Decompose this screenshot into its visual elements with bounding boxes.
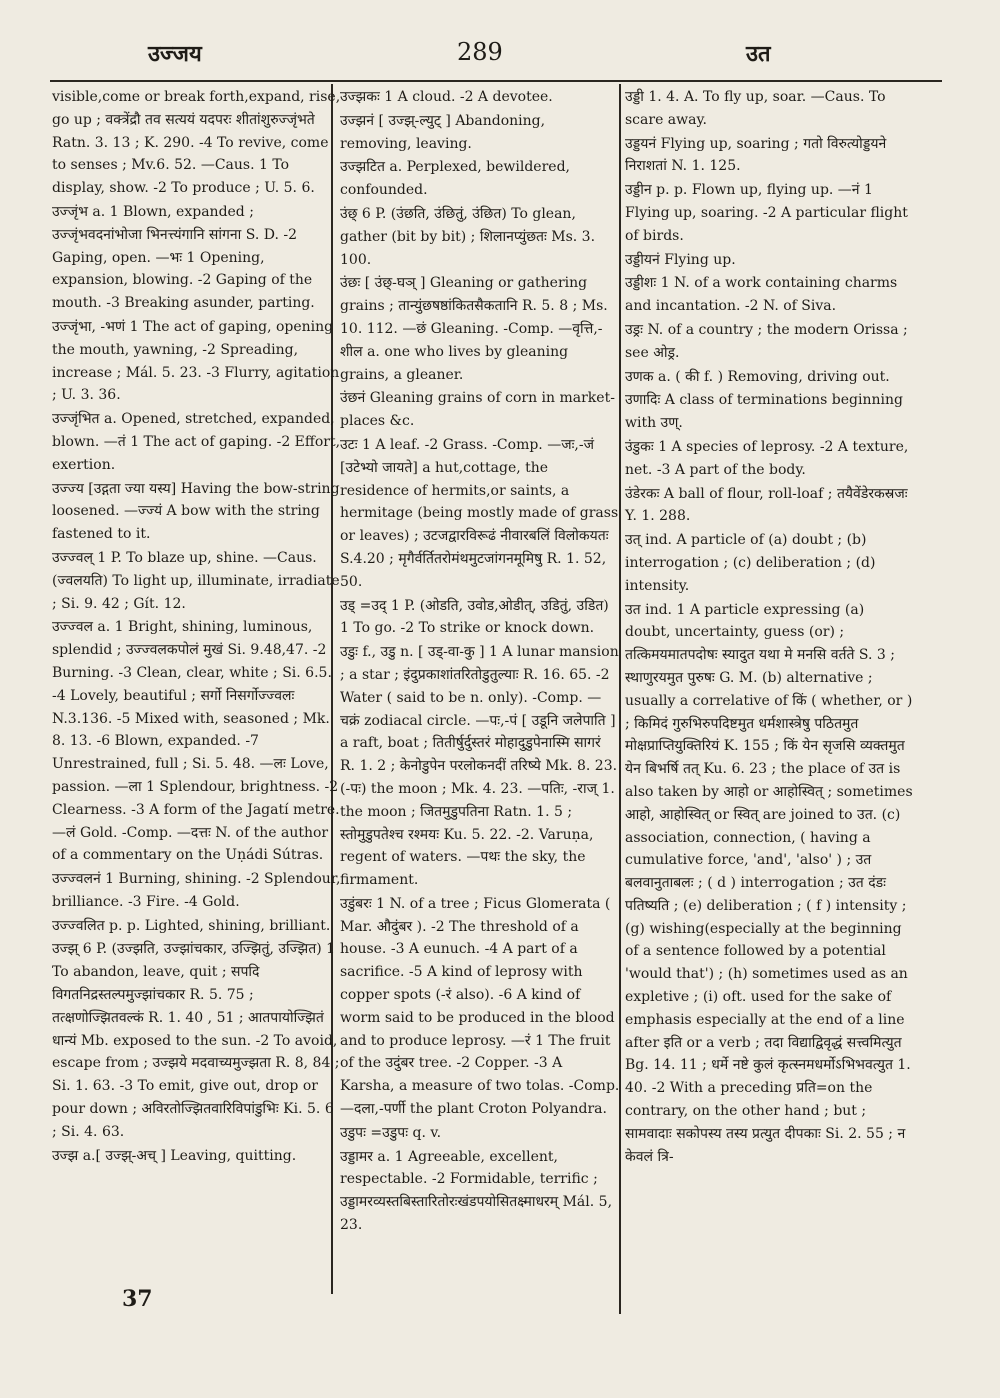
- dictionary-entry: उंछः [ उंछ्-घञ् ] Gleaning or gathering grains ; तान्युंछषष्ठांकितसैकतानि R. 5. 8 ; Ms. 10. 112. —छं Gleaning. -Comp. —वृत्ति,-शील a. one who lives by gleaning grains, a gleaner.: [340, 275, 608, 383]
- dictionary-entry: उंडुकः 1 A species of leprosy. -2 A texture, net. -3 A part of the body.: [625, 438, 909, 478]
- dictionary-entry: उज्ज्वल a. 1 Bright, shining, luminous, splendid ; उज्ज्वलकपोलं मुखं Si. 9.48,47. -2 Burning. -3 Clean, clear, white ; Si. 6.5. -4 Lovely, beautiful ; सर्गो निसर्गोज्ज्वलः N.3.136. -5 Mixed with, seasoned ; Mk. 8. 13. -6 Blown, expanded. -7 Unrestrained, full ; Si. 5. 48. —लः Love, passion. —ला 1 Splendour, brightness. -2 Clearness. -3 A form of the Jagatí metre. —लं Gold. -Comp. —दत्तः N. of the author of a commentary on the Uṇádi Sútras.: [52, 619, 340, 864]
- dictionary-entry: उज्जृंभ a. 1 Blown, expanded ; उज्जृंभवदनांभोजा भिनत्त्यंगानि सांगना S. D. -2 Gaping, open. —भः 1 Opening, expansion, blowing. -2 Gaping of the mouth. -3 Breaking asunder, parting.: [52, 203, 315, 312]
- dictionary-entry: उड्डीन p. p. Flown up, flying up. —नं 1 Flying up, soaring. -2 A particular flight of birds.: [625, 182, 908, 244]
- dictionary-entry: उज्झटित a. Perplexed, bewildered, confounded.: [340, 159, 570, 199]
- dictionary-entry: उज्झकः 1 A cloud. -2 A devotee.: [340, 89, 553, 105]
- dictionary-entry: उज्ज्वल् 1 P. To blaze up, shine. —Caus. (ज्वलयति) To light up, illuminate, irradiate ; Si. 9. 42 ; Gít. 12.: [52, 549, 340, 612]
- dictionary-entry: उड्डयनं Flying up, soaring ; गतो विरुत्योड्डयने निराशतां N. 1. 125.: [625, 135, 887, 175]
- dictionary-entry: उज्झ् 6 P. (उज्झति, उज्झांचकार, उज्झितुं, उज्झित) 1 To abandon, leave, quit ; सपदि विगतनिद्रस्तल्पमुज्झांचकार R. 5. 75 ; तत्क्षणोज्झितवल्कं R. 1. 40 , 51 ; आतपायोज्झितं धान्यं Mb. exposed to the sun. -2 To avoid, escape from ; उज्झये मदवाच्यमुज्झता R. 8, 84 ; Si. 1. 63. -3 To emit, give out, drop or pour down ; अविरतोज्झितवारिविपांडुभिः Ki. 5. 6 ; Si. 4. 63.: [52, 941, 340, 1140]
- dictionary-entry: उणादिः A class of terminations beginning with उण्.: [625, 392, 903, 432]
- column-1: [52, 86, 342, 1168]
- dictionary-entry: उत ind. 1 A particle expressing (a) doubt, uncertainty, guess (or) ; तत्किमयमातपदोषः स्यादुत यथा मे मनसि वर्तते S. 3 ; स्थाणुरयमुत पुरुषः G. M. (b) alternative ; usually a correlative of किं ( whether, or ) ; किमिदं गुरुभिरुपदिष्टमुत धर्मशास्त्रेषु पठितमुत मोक्षप्राप्तियुक्तिरियं K. 155 ; किं येन सृजसि व्यक्तमुत येन बिभर्षि तत् Ku. 6. 23 ; the place of उत is also taken by आहो or आहोस्वित् ; sometimes आहो, आहोस्वित् or स्वित् are joined to उत. (c) association, connection, ( having a cumulative force, 'and', 'also' ) ; उत बलवानुताबलः ; ( d ) interrogation ; उत दंडः पतिष्यति ; (e) deliberation ; ( f ) intensity ; (g) wishing(especially at the beginning of a sentence followed by a potential 'would that') ; (h) sometimes used as an expletive ; (i) oft. used for the sake of emphasis especially at the end of a line after इति or a verb ; तदा विद्याद्विवृद्धं सत्त्वमित्युत Bg. 14. 11 ; धर्मे नष्टे कुलं कृत्स्नमधर्मोऽभिभवत्युत 1. 40. -2 With a preceding प्रति=on the contrary, on the other hand ; but ; सामवादाः सकोपस्य तस्य प्रत्युत दीपकाः Si. 2. 55 ; न केवलं त्रि-: [625, 601, 913, 1165]
- dictionary-entry: उड्डी 1. 4. A. To fly up, soar. —Caus. To scare away.: [625, 89, 886, 128]
- dictionary-entry: उज्ज्य [उद्गता ज्या यस्य] Having the bow-string loosened. —ज्ज्यं A bow with the string fastened to it.: [52, 480, 340, 543]
- dictionary-entry: उज्झ a.[ उज्झ्-अच् ] Leaving, quitting.: [52, 1147, 297, 1164]
- signature-mark: 37: [122, 1286, 153, 1312]
- dictionary-entry: उड्डामर a. 1 Agreeable, excellent, respectable. -2 Formidable, terrific ; उड्डामरव्यस्तबिस्तारितोरःखंडपयोसितक्ष्माधरम् Mál. 5, 23.: [340, 1148, 613, 1234]
- page-number: 289: [457, 38, 503, 66]
- dictionary-entry: उटः 1 A leaf. -2 Grass. -Comp. —जः,-जं [उटेभ्यो जायते] a hut,cottage, the residence of hermits,or saints, a hermitage (being mostly made of grass or leaves) ; उटजद्वारविरूढं नीवारबलिं विलोकयतः S.4.20 ; मृगैर्वर्तितरोमंथमुटजांगनमूमिषु R. 1. 52, 50.: [340, 436, 619, 590]
- dictionary-entry: उड्डीयनं Flying up.: [625, 251, 736, 268]
- dictionary-entry: visible,come or break forth,expand, rise, go up ; वक्त्रेंद्रौ तव सत्ययं यदपरः शीतांशुरुज्जृंभते Ratn. 3. 13 ; K. 290. -4 To revive, come to senses ; Mv.6. 52. —Caus. 1 To display, show. -2 To produce ; U. 5. 6.: [52, 89, 341, 197]
- column-3: [625, 86, 913, 1169]
- header-left-headword: उज्जय: [148, 41, 202, 67]
- dictionary-entry: उज्जृंभित a. Opened, stretched, expanded, blown. —तं 1 The act of gaping. -2 Effort, exertion.: [52, 411, 341, 473]
- dictionary-entry: उंछनं Gleaning grains of corn in market-places &c.: [340, 390, 615, 430]
- dictionary-entry: उज्झनं [ उज्झ्-ल्युट् ] Abandoning, removing, leaving.: [340, 112, 546, 152]
- dictionary-entry: उणक a. ( की f. ) Removing, driving out.: [625, 368, 890, 385]
- dictionary-entry: उज्जृंभा, -भणं 1 The act of gaping, opening the mouth, yawning, -2 Spreading, increase ; Mál. 5. 23. -3 Flurry, agitation ; U. 3. 36.: [52, 318, 340, 404]
- dictionary-entry: उड्डीशः 1 N. of a work containing charms and incantation. -2 N. of Siva.: [625, 275, 898, 315]
- column-2: [340, 86, 620, 1238]
- header-right-headword: उत: [746, 41, 771, 67]
- dictionary-entry: उत् ind. A particle of (a) doubt ; (b) interrogation ; (c) deliberation ; (d) intensity.: [625, 532, 876, 594]
- page-header: [52, 38, 938, 78]
- header-rule: [50, 80, 942, 82]
- dictionary-entry: उड्रः N. of a country ; the modern Orissa ; see ओड्र.: [625, 321, 908, 361]
- dictionary-entry: उड् =उद् 1 P. (ओडति, उवोड,ओडीत्, उडितुं, उडित) 1 To go. -2 To strike or knock down.: [340, 597, 609, 637]
- dictionary-entry: उज्ज्वलनं 1 Burning, shining. -2 Splendour, brilliance. -3 Fire. -4 Gold.: [52, 871, 341, 910]
- dictionary-entry: उंडेरकः A ball of flour, roll-loaf ; तयैवेंडेरकस्रजः Y. 1. 288.: [625, 485, 908, 525]
- dictionary-entry: उडुः f., उडु n. [ उड्-वा-कु ] 1 A lunar mansion ; a star ; इंदुप्रकाशांतरितोडुतुल्याः R. 16. 65. -2 Water ( said to be n. only). -Comp. —चक्रं zodiacal circle. —पः,-पं [ उडूनि जलेपाति ] a raft, boat ; तितीर्षुर्दुस्तरं मोहादुडुपेनास्मि सागरं R. 1. 2 ; केनोडुपेन परलोकनदीं तरिष्ये Mk. 8. 23. (-पः) the moon ; Mk. 4. 23. —पतिः, -राज् 1. the moon ; जितमुडुपतिना Ratn. 1. 5 ; स्तोमुडुपतेश्च रश्मयः Ku. 5. 22. -2. Varuṇa, regent of waters. —पथः the sky, the firmament.: [340, 644, 619, 889]
- dictionary-entry: उज्ज्वलित p. p. Lighted, shining, brilliant.: [52, 917, 331, 934]
- dictionary-entry: उंछ् 6 P. (उंछति, उंछितुं, उंछित) To glean, gather (bit by bit) ; शिलानप्युंछतः Ms. 3. 100.: [340, 205, 596, 268]
- dictionary-entry: उडुपः =उडुपः q. v.: [340, 1124, 442, 1141]
- dictionary-entry: उडुंबरः 1 N. of a tree ; Ficus Glomerata ( Mar. औदुंबर ). -2 The threshold of a house. -3 A eunuch. -4 A part of a sacrifice. -5 A kind of leprosy with copper spots (-रं also). -6 A kind of worm said to be produced in the blood and to produce leprosy. —रं 1 The fruit of the उदुंबर tree. -2 Copper. -3 A Karsha, a measure of two tolas. -Comp. —दला,-पर्णी the plant Croton Polyandra.: [340, 895, 620, 1118]
